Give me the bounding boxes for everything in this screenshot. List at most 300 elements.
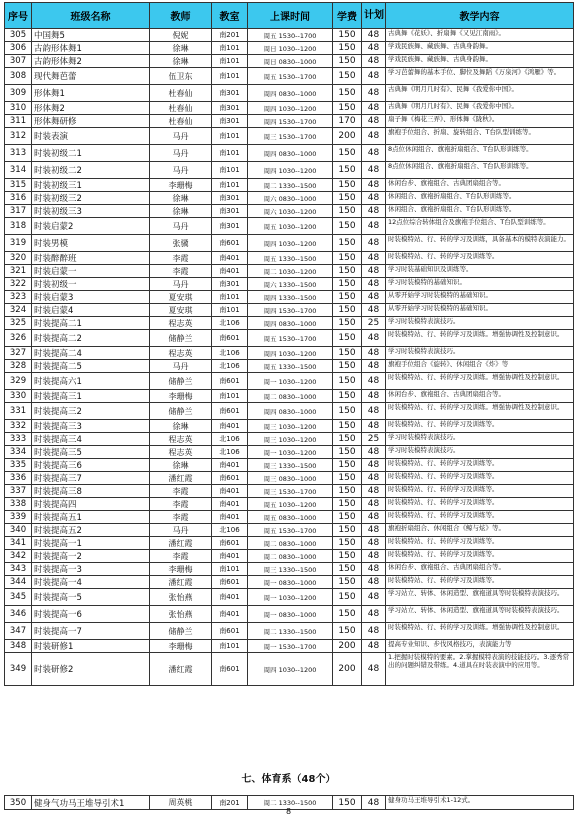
cell-name: 时装提高一3	[32, 563, 150, 576]
cell-plan: 48	[362, 576, 386, 589]
cell-id: 320	[5, 252, 32, 265]
cell-time: 周三 1030--1200	[248, 433, 333, 446]
cell-plan: 48	[362, 796, 386, 810]
cell-name: 形体舞2	[32, 102, 150, 115]
cell-fee: 150	[333, 537, 362, 550]
cell-room: 南401	[212, 498, 248, 511]
cell-room: 北106	[212, 360, 248, 373]
cell-content: 扇子舞《梅花三弄》、形体舞《陇秋》。	[386, 115, 574, 128]
table-row	[5, 485, 574, 498]
cell-content: 学习时装模特的基础知识。	[386, 278, 574, 291]
cell-fee: 150	[333, 68, 362, 85]
cell-content: 时装模特站、行、转的学习及训练等。	[386, 537, 574, 550]
cell-name: 时装启蒙一	[32, 265, 150, 278]
cell-plan: 48	[362, 291, 386, 304]
cell-room: 南401	[212, 511, 248, 524]
cell-time: 周二 1030--1200	[248, 265, 333, 278]
cell-name: 时装初级一	[32, 278, 150, 291]
cell-plan: 48	[362, 459, 386, 472]
cell-content: 从零开始学习时装模特的基础知识。	[386, 291, 574, 304]
cell-id: 341	[5, 537, 32, 550]
table-row	[5, 511, 574, 524]
cell-content: 学习时装模特表演技巧。	[386, 446, 574, 459]
cell-teacher: 李珊梅	[150, 179, 212, 192]
cell-fee: 150	[333, 192, 362, 205]
cell-time: 周四 1530--1700	[248, 304, 333, 317]
cell-room: 南601	[212, 235, 248, 252]
cell-room: 南101	[212, 42, 248, 55]
cell-room: 南401	[212, 485, 248, 498]
cell-room: 南301	[212, 192, 248, 205]
cell-fee: 150	[333, 433, 362, 446]
cell-teacher: 潘红霞	[150, 576, 212, 589]
table-row	[5, 291, 574, 304]
cell-plan: 48	[362, 511, 386, 524]
cell-id: 347	[5, 623, 32, 640]
cell-content: 时装模特站、行、转的学习及训练等。	[386, 511, 574, 524]
cell-fee: 150	[333, 796, 362, 810]
cell-fee: 170	[333, 115, 362, 128]
cell-content: 学习时装模特表演技巧。	[386, 433, 574, 446]
table-row	[5, 524, 574, 537]
cell-plan: 48	[362, 192, 386, 205]
cell-room: 南101	[212, 162, 248, 179]
table-row	[5, 218, 574, 235]
cell-plan: 48	[362, 563, 386, 576]
cell-room: 南301	[212, 205, 248, 218]
table-row	[5, 128, 574, 145]
cell-fee: 150	[333, 218, 362, 235]
cell-room: 南601	[212, 330, 248, 347]
cell-content: 时装模特站、行、转的学习及训练。增强协调性及控制意识。	[386, 623, 574, 640]
table-row	[5, 550, 574, 563]
cell-fee: 150	[333, 576, 362, 589]
cell-plan: 48	[362, 653, 386, 686]
cell-name: 时装研修2	[32, 653, 150, 686]
cell-fee: 150	[333, 589, 362, 606]
cell-teacher: 伍卫东	[150, 68, 212, 85]
cell-teacher: 李霞	[150, 485, 212, 498]
cell-id: 344	[5, 576, 32, 589]
cell-content: 从零开始学习时装模特的基础知识。	[386, 304, 574, 317]
cell-id: 325	[5, 317, 32, 330]
cell-room: 南101	[212, 304, 248, 317]
cell-room: 北106	[212, 433, 248, 446]
cell-room: 南601	[212, 653, 248, 686]
cell-name: 形体舞研修	[32, 115, 150, 128]
cell-teacher: 程志英	[150, 317, 212, 330]
cell-room: 南601	[212, 537, 248, 550]
cell-room: 南101	[212, 640, 248, 653]
cell-time: 周二 0830--1000	[248, 550, 333, 563]
cell-id: 315	[5, 179, 32, 192]
cell-id: 348	[5, 640, 32, 653]
cell-fee: 200	[333, 653, 362, 686]
cell-id: 333	[5, 433, 32, 446]
cell-content: 休闲组合、旗袍折扇组合、T台队形训练等。	[386, 205, 574, 218]
table-row	[5, 420, 574, 433]
cell-fee: 150	[333, 623, 362, 640]
cell-room: 南401	[212, 606, 248, 623]
cell-fee: 150	[333, 162, 362, 179]
cell-fee: 150	[333, 446, 362, 459]
cell-plan: 48	[362, 55, 386, 68]
table-row	[5, 85, 574, 102]
cell-teacher: 储静兰	[150, 330, 212, 347]
cell-plan: 48	[362, 360, 386, 373]
cell-fee: 150	[333, 291, 362, 304]
cell-id: 328	[5, 360, 32, 373]
cell-content: 旗袍手位组合、折扇、旋转组合、T台队型训练等。	[386, 128, 574, 145]
cell-plan: 48	[362, 623, 386, 640]
cell-content: 时装模特站、行、转的学习及训练，具备基本的模特表演能力。	[386, 235, 574, 252]
cell-room: 南301	[212, 115, 248, 128]
cell-plan: 48	[362, 102, 386, 115]
cell-id: 339	[5, 511, 32, 524]
cell-content: 提高专业知识、步伐风格技巧，表演能力等	[386, 640, 574, 653]
table-row	[5, 537, 574, 550]
cell-time: 周四 0830--1000	[248, 85, 333, 102]
cell-room: 南101	[212, 128, 248, 145]
cell-room: 南101	[212, 55, 248, 68]
cell-time: 周四 0830--1000	[248, 317, 333, 330]
cell-id: 331	[5, 403, 32, 420]
cell-teacher: 徐琳	[150, 192, 212, 205]
cell-content: 时装模特站、行、转的学习及训练等。	[386, 472, 574, 485]
cell-plan: 48	[362, 524, 386, 537]
cell-id: 310	[5, 102, 32, 115]
table-row	[5, 347, 574, 360]
cell-id: 349	[5, 653, 32, 686]
cell-content: 时装模特站、行、转的学习及训练等。	[386, 485, 574, 498]
cell-plan: 25	[362, 317, 386, 330]
table-row	[5, 162, 574, 179]
cell-content: 旗袍手位组合《旋转》、休闲组合《炸》等	[386, 360, 574, 373]
table-row	[5, 446, 574, 459]
cell-content: 时装模特站、行、转的学习及训练等。	[386, 459, 574, 472]
cell-room: 南401	[212, 420, 248, 433]
cell-room: 南301	[212, 218, 248, 235]
cell-name: 时装提高一1	[32, 537, 150, 550]
cell-time: 周四 0830--1000	[248, 403, 333, 420]
cell-fee: 150	[333, 235, 362, 252]
cell-teacher: 李霞	[150, 511, 212, 524]
cell-content: 时装模特站、行、转的学习及训练。增强协调性及控制意识。	[386, 403, 574, 420]
cell-time: 周五 1530--1700	[248, 524, 333, 537]
table-row	[5, 472, 574, 485]
cell-teacher: 杜春仙	[150, 102, 212, 115]
cell-fee: 150	[333, 373, 362, 390]
cell-room: 南601	[212, 373, 248, 390]
table-row	[5, 42, 574, 55]
cell-id: 312	[5, 128, 32, 145]
cell-id: 318	[5, 218, 32, 235]
table-row	[5, 589, 574, 606]
cell-plan: 48	[362, 278, 386, 291]
cell-teacher: 储静兰	[150, 373, 212, 390]
cell-fee: 150	[333, 563, 362, 576]
table-row	[5, 235, 574, 252]
cell-content: 学习芭蕾舞的基本手位、脚位及舞蹈《万泉河》《鸿雁》等。	[386, 68, 574, 85]
cell-teacher: 潘红霞	[150, 537, 212, 550]
cell-id: 329	[5, 373, 32, 390]
cell-name: 中国舞5	[32, 29, 150, 42]
cell-id: 309	[5, 85, 32, 102]
cell-name: 时装男模	[32, 235, 150, 252]
cell-name: 时装提高三1	[32, 390, 150, 403]
cell-time: 周三 0830--1000	[248, 472, 333, 485]
cell-plan: 48	[362, 390, 386, 403]
table-row	[5, 403, 574, 420]
cell-room: 北106	[212, 347, 248, 360]
cell-name: 时装初级三3	[32, 205, 150, 218]
cell-id: 308	[5, 68, 32, 85]
cell-content: 时装模特站、行、转的学习及训练等。	[386, 550, 574, 563]
table-row	[5, 265, 574, 278]
col-header-fee: 学费	[333, 3, 362, 29]
cell-name: 时装初级三1	[32, 179, 150, 192]
cell-name: 形体舞1	[32, 85, 150, 102]
cell-plan: 48	[362, 498, 386, 511]
cell-time: 周四 1530--1700	[248, 115, 333, 128]
cell-time: 周五 1530--1700	[248, 29, 333, 42]
cell-plan: 48	[362, 347, 386, 360]
cell-time: 周五 1030--1200	[248, 498, 333, 511]
table-row	[5, 373, 574, 390]
cell-time: 周三 1330--1500	[248, 459, 333, 472]
cell-name: 时装提高五2	[32, 524, 150, 537]
cell-plan: 48	[362, 162, 386, 179]
cell-plan: 48	[362, 403, 386, 420]
cell-plan: 48	[362, 85, 386, 102]
cell-id: 345	[5, 589, 32, 606]
cell-teacher: 马丹	[150, 524, 212, 537]
table-row	[5, 623, 574, 640]
cell-time: 周六 1330--1500	[248, 278, 333, 291]
cell-fee: 150	[333, 145, 362, 162]
cell-content: 学戏民族舞、藏族舞、古典身韵舞。	[386, 55, 574, 68]
cell-name: 时装提高四	[32, 498, 150, 511]
cell-name: 时装提高二2	[32, 330, 150, 347]
cell-id: 335	[5, 459, 32, 472]
cell-room: 南301	[212, 278, 248, 291]
col-header-id: 序号	[5, 3, 32, 29]
cell-time: 周一 1030--1200	[248, 446, 333, 459]
cell-room: 南401	[212, 252, 248, 265]
cell-teacher: 储静兰	[150, 623, 212, 640]
cell-plan: 48	[362, 606, 386, 623]
cell-id: 330	[5, 390, 32, 403]
cell-time: 周三 1330--1500	[248, 563, 333, 576]
cell-id: 327	[5, 347, 32, 360]
cell-id: 313	[5, 145, 32, 162]
cell-fee: 150	[333, 347, 362, 360]
cell-time: 周二 1330--1500	[248, 623, 333, 640]
table-header-row	[5, 3, 574, 29]
cell-room: 南601	[212, 403, 248, 420]
cell-room: 南201	[212, 29, 248, 42]
cell-time: 周五 1330--1500	[248, 360, 333, 373]
cell-name: 时装启蒙4	[32, 304, 150, 317]
cell-time: 周三 1530--1700	[248, 128, 333, 145]
cell-time: 周一 1530--1700	[248, 640, 333, 653]
cell-plan: 48	[362, 115, 386, 128]
table-row	[5, 29, 574, 42]
cell-name: 时装研修1	[32, 640, 150, 653]
table-row	[5, 179, 574, 192]
table-row	[5, 640, 574, 653]
cell-name: 时装提高三6	[32, 459, 150, 472]
cell-plan: 48	[362, 537, 386, 550]
cell-id: 324	[5, 304, 32, 317]
cell-teacher: 徐琳	[150, 420, 212, 433]
cell-plan: 48	[362, 304, 386, 317]
cell-name: 时装提高一2	[32, 550, 150, 563]
cell-content: 休闲台步、旗袍组合、古典团扇组合等。	[386, 563, 574, 576]
cell-name: 时装提高三2	[32, 403, 150, 420]
cell-room: 南101	[212, 563, 248, 576]
cell-plan: 48	[362, 235, 386, 252]
cell-room: 南101	[212, 68, 248, 85]
cell-fee: 150	[333, 390, 362, 403]
cell-id: 336	[5, 472, 32, 485]
cell-time: 周四 1030--1200	[248, 235, 333, 252]
page-number: 8	[285, 807, 292, 816]
cell-name: 时装初级二1	[32, 145, 150, 162]
cell-id: 332	[5, 420, 32, 433]
cell-content: 旗袍折扇组合、休闲组合《鲸与炫》等。	[386, 524, 574, 537]
cell-id: 305	[5, 29, 32, 42]
cell-plan: 48	[362, 128, 386, 145]
cell-fee: 150	[333, 550, 362, 563]
cell-name: 时装表演	[32, 128, 150, 145]
cell-room: 南301	[212, 85, 248, 102]
cell-content: 8点位休闲组合、旗袍折扇组合、T台队形训练等。	[386, 162, 574, 179]
cell-time: 周日 1030--1200	[248, 42, 333, 55]
cell-teacher: 马丹	[150, 218, 212, 235]
col-header-room: 教室	[212, 3, 248, 29]
cell-time: 周四 0830--1000	[248, 145, 333, 162]
cell-teacher: 马丹	[150, 128, 212, 145]
cell-name: 时装提高三5	[32, 446, 150, 459]
cell-room: 南101	[212, 291, 248, 304]
cell-teacher: 程志英	[150, 347, 212, 360]
cell-teacher: 马丹	[150, 145, 212, 162]
cell-name: 时装提高二4	[32, 347, 150, 360]
cell-room: 南301	[212, 102, 248, 115]
cell-time: 周六 1030--1200	[248, 205, 333, 218]
cell-content: 古典舞《花妖》、折扇舞《又见江南雨》。	[386, 29, 574, 42]
col-header-time: 上课时间	[248, 3, 333, 29]
cell-plan: 48	[362, 205, 386, 218]
col-header-teacher: 教师	[150, 3, 212, 29]
cell-plan: 48	[362, 29, 386, 42]
cell-room: 南201	[212, 796, 248, 810]
cell-id: 317	[5, 205, 32, 218]
cell-plan: 25	[362, 433, 386, 446]
cell-time: 周一 0830--1000	[248, 606, 333, 623]
cell-room: 南401	[212, 265, 248, 278]
cell-fee: 150	[333, 524, 362, 537]
table-row	[5, 563, 574, 576]
cell-teacher: 徐琳	[150, 459, 212, 472]
cell-teacher: 储静兰	[150, 403, 212, 420]
cell-room: 南601	[212, 623, 248, 640]
cell-time: 周二 0830--1000	[248, 390, 333, 403]
cell-id: 343	[5, 563, 32, 576]
cell-id: 340	[5, 524, 32, 537]
cell-fee: 150	[333, 498, 362, 511]
cell-content: 健身功马王堆导引术1-12式。	[386, 796, 574, 810]
cell-fee: 150	[333, 485, 362, 498]
cell-content: 学习站立、转体、休闲造型、旗袍道具等时装模特表演技巧。	[386, 606, 574, 623]
cell-teacher: 马丹	[150, 162, 212, 179]
cell-plan: 48	[362, 330, 386, 347]
cell-fee: 150	[333, 278, 362, 291]
cell-plan: 48	[362, 252, 386, 265]
cell-teacher: 倪妮	[150, 29, 212, 42]
cell-room: 南601	[212, 472, 248, 485]
cell-plan: 48	[362, 550, 386, 563]
cell-fee: 150	[333, 403, 362, 420]
cell-content: 8点位休闲组合、旗袍折扇组合、T台队形训练等。	[386, 145, 574, 162]
table-row	[5, 606, 574, 623]
cell-id: 314	[5, 162, 32, 179]
cell-plan: 48	[362, 179, 386, 192]
cell-teacher: 马丹	[150, 278, 212, 291]
cell-content: 12点位综合转体组合及旗袍手位组合、T台队型训练等。	[386, 218, 574, 235]
cell-plan: 48	[362, 446, 386, 459]
cell-content: 学戏民族舞、藏族舞、古典身韵舞。	[386, 42, 574, 55]
cell-time: 周四 1330--1500	[248, 291, 333, 304]
cell-teacher: 程志英	[150, 446, 212, 459]
cell-name: 时装启蒙3	[32, 291, 150, 304]
cell-time: 周二 1330--1500	[248, 179, 333, 192]
cell-room: 南401	[212, 589, 248, 606]
cell-teacher: 徐琳	[150, 205, 212, 218]
cell-room: 南101	[212, 145, 248, 162]
col-header-plan: 计划	[362, 3, 386, 29]
cell-content: 休闲台步、旗袍组合、古典团扇组合等。	[386, 179, 574, 192]
cell-teacher: 李珊梅	[150, 563, 212, 576]
cell-name: 时装提高二5	[32, 360, 150, 373]
cell-teacher: 杜春仙	[150, 85, 212, 102]
cell-name: 时装提高一5	[32, 589, 150, 606]
cell-plan: 48	[362, 42, 386, 55]
cell-name: 时装提高三4	[32, 433, 150, 446]
cell-name: 时装提高一7	[32, 623, 150, 640]
cell-time: 周五 0830--1000	[248, 511, 333, 524]
cell-teacher: 李霞	[150, 498, 212, 511]
cell-name: 时装提高六1	[32, 373, 150, 390]
cell-room: 南401	[212, 550, 248, 563]
col-header-name: 班级名称	[32, 3, 150, 29]
cell-room: 南601	[212, 576, 248, 589]
cell-content: 1.把握时装模特的要素。2.掌握模特表演的技能技巧。3.逐秀常出的问题纠错及带练。4.道具在时装表演中的应用等。	[386, 653, 574, 686]
table-row	[5, 115, 574, 128]
cell-content: 古典舞《明月几时有》、民舞《我爱你中国》。	[386, 85, 574, 102]
cell-fee: 150	[333, 459, 362, 472]
table-row	[5, 390, 574, 403]
table-row	[5, 68, 574, 85]
cell-teacher: 李霞	[150, 265, 212, 278]
cell-time: 周三 1530--1700	[248, 485, 333, 498]
table-row	[5, 459, 574, 472]
table-row	[5, 576, 574, 589]
cell-teacher: 潘红霞	[150, 653, 212, 686]
cell-content: 时装模特站、行、转的学习及训练等。	[386, 420, 574, 433]
cell-plan: 48	[362, 145, 386, 162]
